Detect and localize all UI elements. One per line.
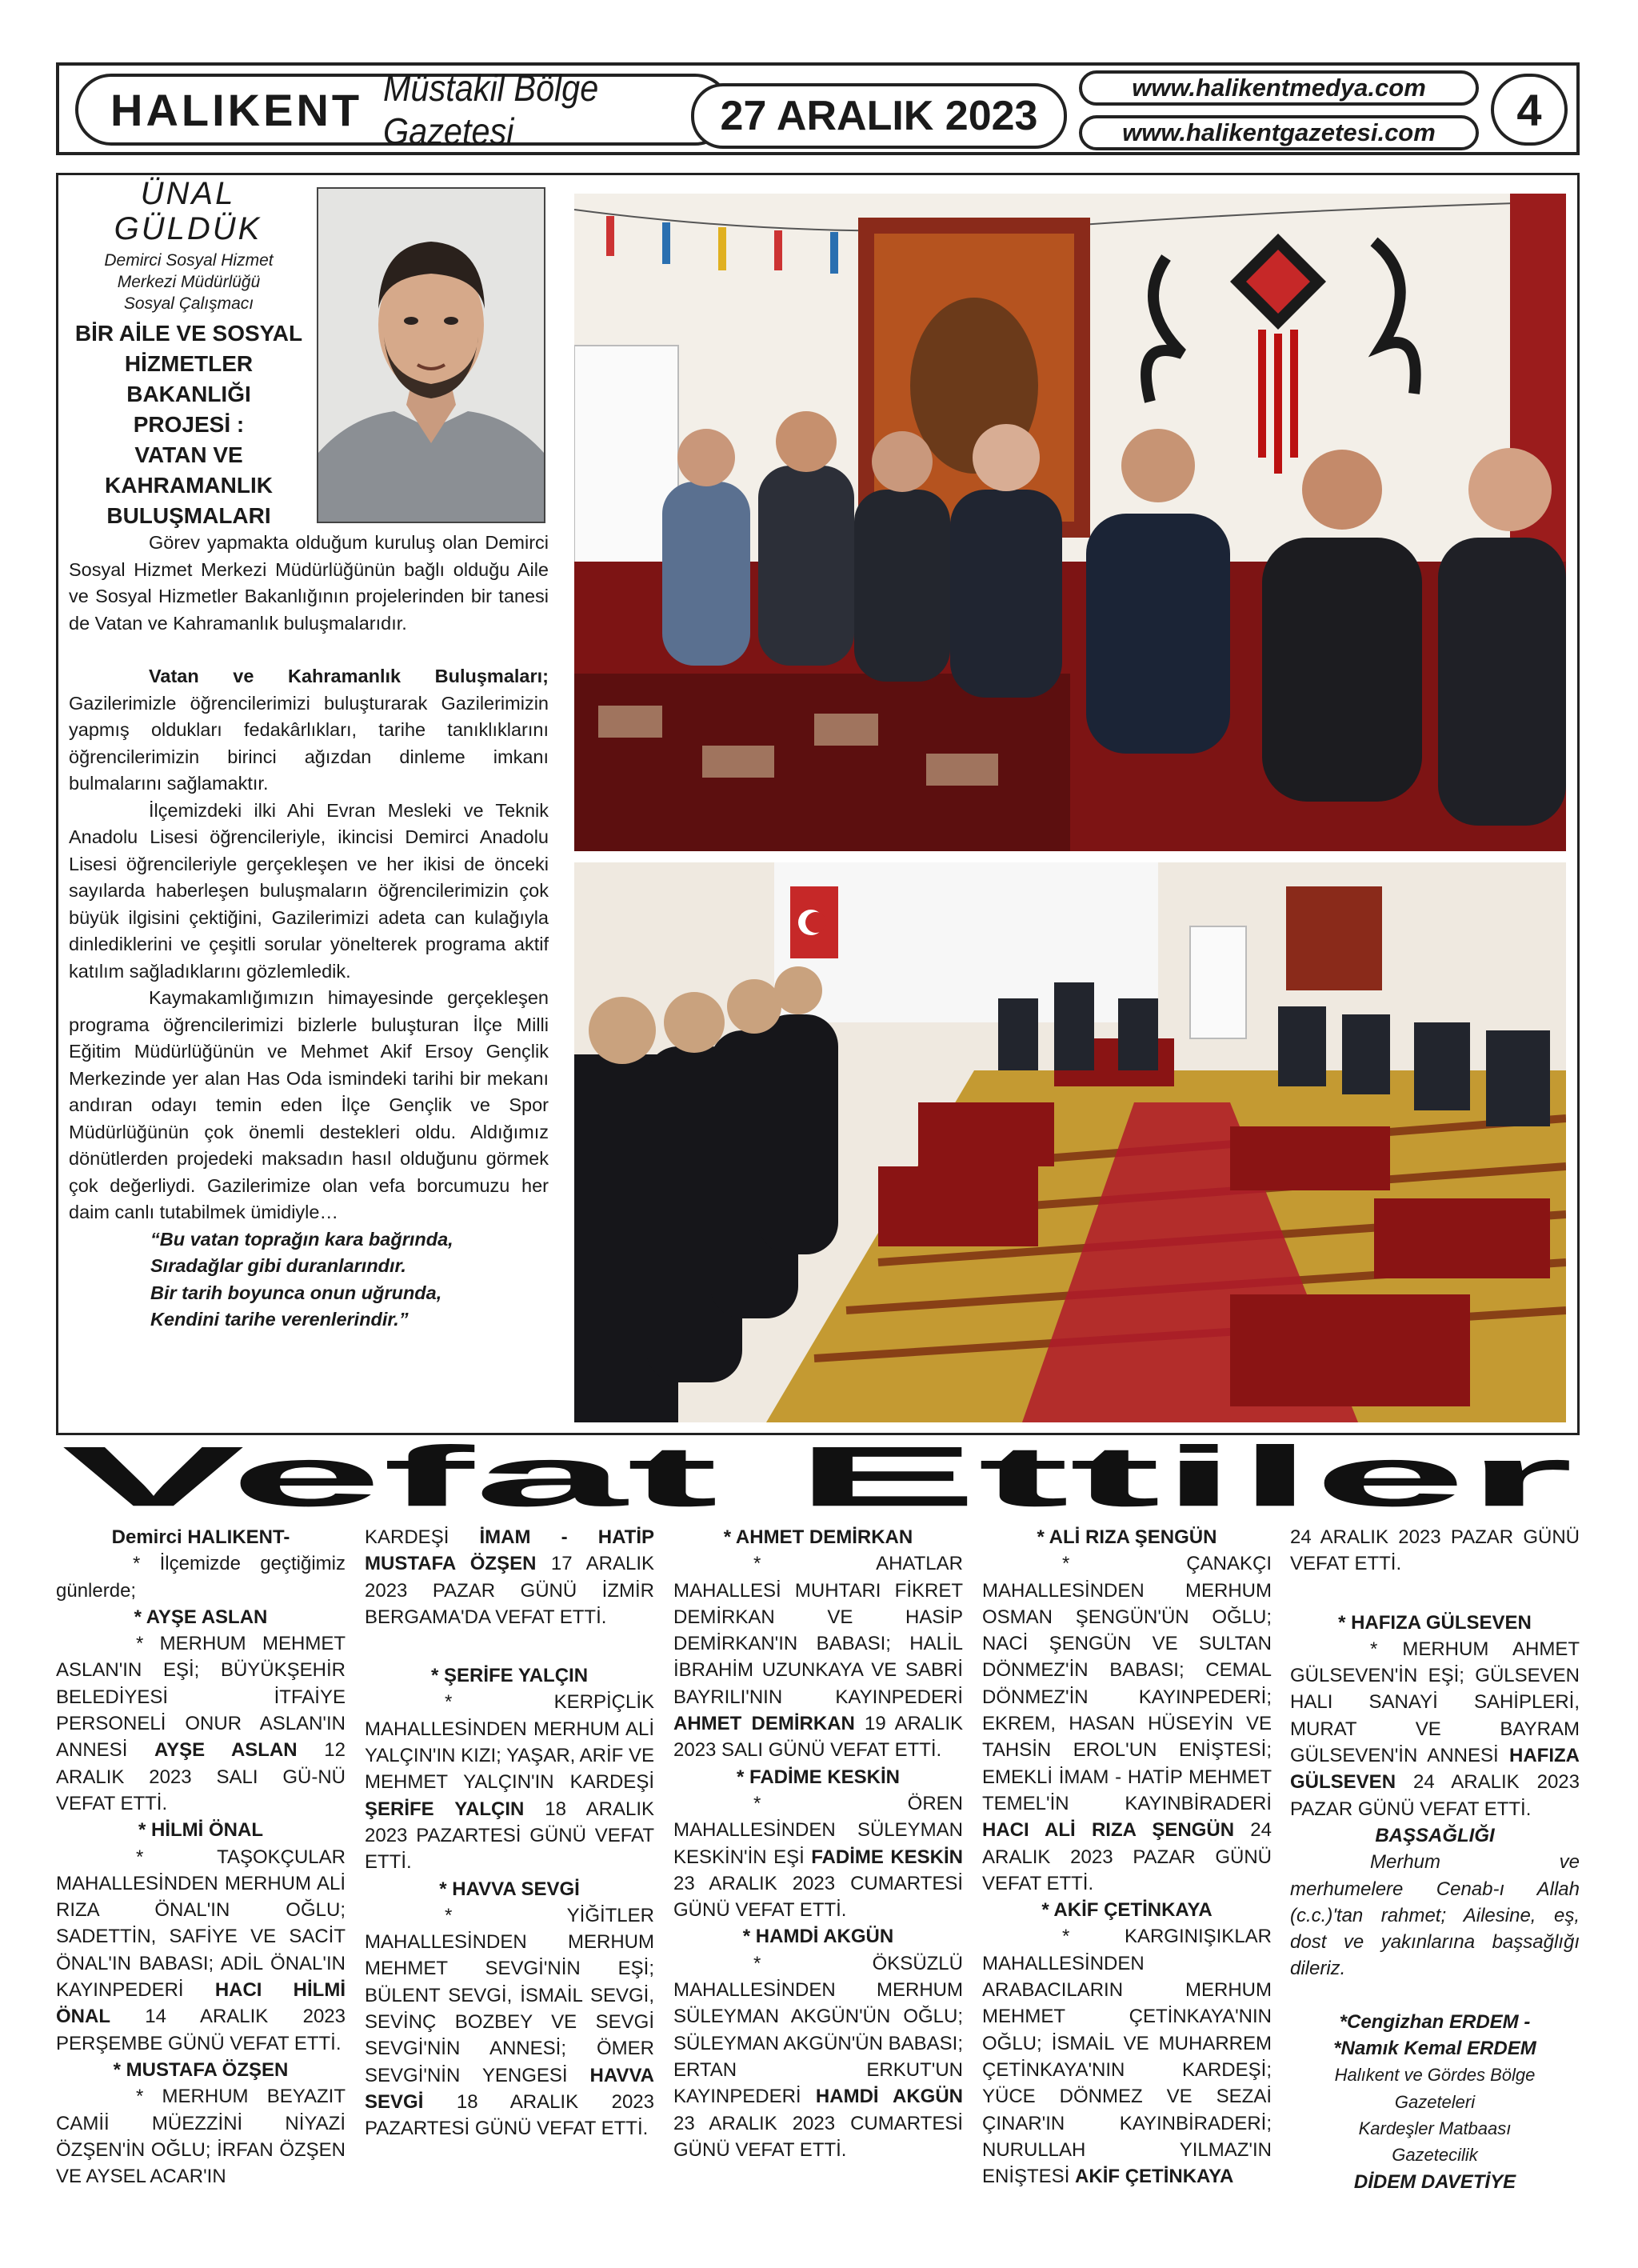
obituary-text xyxy=(982,1923,1272,2190)
article-body xyxy=(69,530,549,1334)
obituary-heading: * HİLMİ ÖNAL xyxy=(138,1819,263,1842)
obituary-text-part: 12 ARALIK 2023 SALI GÜ-NÜ VEFAT ETTİ. xyxy=(56,1739,346,1814)
obituary-text xyxy=(365,1689,654,1875)
signature-line: Gazeteleri xyxy=(1394,2091,1476,2112)
obituary-name: AKİF ÇETİNKAYA xyxy=(1075,2166,1234,2188)
obituary-text xyxy=(56,1630,346,1817)
author-photo xyxy=(317,187,545,523)
obituary-text-part: * AHATLAR MAHALLESİ MUHTARI FİKRET DEMİRKAN VE HASİP DEMİRKAN'IN BABASI; HALİL İBRAHİM UZUNKAYA VE SABRİ BAYRILI'NIN KAYINPEDERİ xyxy=(673,1553,963,1708)
signature-line: *Namık Kemal ERDEM xyxy=(1333,2038,1536,2060)
signature-line: Kardeşler Matbaası xyxy=(1358,2118,1512,2138)
event-photo-veterans xyxy=(574,194,1566,851)
author-role xyxy=(69,250,309,314)
poem-line: Sıradağlar gibi duranlarındır. xyxy=(150,1255,406,1276)
obituary-column-3 xyxy=(673,1524,963,2163)
author-role-line: Sosyal Çalışmacı xyxy=(123,294,254,313)
obituary-name: İMAM - HATİP MUSTAFA ÖZŞEN xyxy=(365,1526,655,1575)
newspaper-subtitle: Müstakil Bölge Gazetesi xyxy=(383,67,599,152)
article-title-line: KAHRAMANLIK xyxy=(105,473,273,498)
obituary-heading: * MUSTAFA ÖZŞEN xyxy=(113,2058,289,2081)
obituary-heading: * HAVVA SEVGİ xyxy=(439,1878,580,1900)
poem-line: Kendini tarihe verenlerindir.” xyxy=(150,1309,409,1330)
obituary-column-1 xyxy=(56,1524,346,2190)
veterans-seated-photo-icon xyxy=(574,194,1566,851)
article-title-line: VATAN VE xyxy=(134,442,243,467)
obituary-heading: * ŞERİFE YALÇIN xyxy=(430,1665,589,1687)
obituary-text-part: * MERHUM AHMET GÜLSEVEN'İN EŞİ; GÜLSEVEN HALI SANAYİ SAHİPLERİ, MURAT VE BAYRAM GÜLSEVEN'İN ANNESİ xyxy=(1290,1638,1580,1767)
obituary-text-part: 18 ARALIK 2023 PAZARTESİ GÜNÜ VEFAT ETTİ. xyxy=(365,1798,655,1874)
obituary-column-5 xyxy=(1290,1524,1580,2195)
author-name xyxy=(72,176,304,246)
issue-date: 27 ARALIK 2023 xyxy=(691,83,1067,149)
obituary-heading: * AHMET DEMİRKAN xyxy=(723,1526,913,1548)
newspaper-name: HALIKENT xyxy=(110,84,363,135)
obituary-text xyxy=(365,1524,654,1630)
article-paragraph xyxy=(69,663,549,798)
obituary-text-part: 14 ARALIK 2023 PERŞEMBE GÜNÜ VEFAT ETTİ. xyxy=(56,2006,346,2054)
obituary-text-part: * ÇANAKÇI MAHALLESİNDEN MERHUM OSMAN ŞENGÜN'ÜN OĞLU; NACİ ŞENGÜN VE SULTAN DÖNMEZ'İN BABASI; CEMAL DÖNMEZ'İN KAYINPEDERİ; EKREM, HASAN HÜSEYİN VE TAHSİN EROL'UN ENİŞTESİ; EMEKLİ İMAM - HATİP MEHMET TEMEL'İN KAYINBİRADERİ xyxy=(982,1553,1272,1814)
obituary-text-part: * MERHUM MEHMET ASLAN'IN EŞİ; BÜYÜKŞEHİR BELEDİYESİ İTFAİYE PERSONELİ ONUR ASLAN'IN ANNESİ xyxy=(56,1633,346,1762)
author-last-name: GÜLDÜK xyxy=(114,211,262,246)
obituary-name: HACI ALİ RIZA ŞENGÜN xyxy=(982,1819,1235,1842)
obituary-text-part: 18 ARALIK 2023 PAZARTESİ GÜNÜ VEFAT ETTİ. xyxy=(365,2090,654,2140)
obituary-text-part: 24 ARALIK 2023 PAZAR GÜNÜ VEFAT ETTİ. xyxy=(982,1819,1272,1894)
obituary-text-part: * KARGINIŞIKLAR MAHALLESİNDEN ARABACILARIN MERHUM MEHMET ÇETİNKAYA'NIN OĞLU; İSMAİL VE MUHARREM ÇETİNKAYA'NIN KARDEŞİ; YÜCE DÖNMEZ VE SEZAİ ÇINAR'IN KAYINBİRADERİ; NURULLAH YILMAZ'IN ENİŞTESİ xyxy=(982,1926,1272,2188)
article-title-line: HİZMETLER xyxy=(124,351,254,376)
obituary-text-part: * ÖKSÜZLÜ MAHALLESİNDEN MERHUM SÜLEYMAN AKGÜN'ÜN OĞLU; SÜLEYMAN AKGÜN'ÜN BABASI; ERTAN ERKUT'UN KAYINPEDERİ xyxy=(673,1952,964,2108)
article-paragraph: Kaymakamlığımızın himayesinde gerçekleşen programa öğrencilerimizi bizlerle buluşturan İlçe Milli Eğitim Müdürlüğünün ve Mehmet Akif Ersoy Gençlik Merkezinde yer alan Has Oda ismindeki tarihi bir mekanı andıran odayı temin eden İlçe Gençlik ve Spor Müdürlüğünün çok önemli destekleri oldu. Aldığımız dönütlerden projedeki maksadın hasıl olduğunu görmek çok değerliydi. Gazilerimize olan vefa borcumuzu her daim canlı tutabilmek ümidiyle… xyxy=(69,987,549,1222)
obituary-text-part: 17 ARALIK 2023 PAZAR GÜNÜ İZMİR BERGAMA'DA VEFAT ETTİ. xyxy=(365,1553,654,1628)
article-paragraph-text: Gazilerimizle öğrencilerimizi buluşturarak Gazilerimizin yapmış oldukları fedakârlıkları, tarihe tanıklıklarını öğrencilerimizin birinci ağızdan dinleme imkanı bulmalarını sağlamaktır. xyxy=(69,692,549,794)
article-title-line: PROJESİ : xyxy=(133,412,245,437)
obituary-text-part: 23 ARALIK 2023 CUMARTESİ GÜNÜ VEFAT ETTİ. xyxy=(673,1872,963,1922)
obituary-name: FADİME KESKİN xyxy=(811,1846,963,1868)
obituary-heading: * HAMDİ AKGÜN xyxy=(742,1926,894,1948)
article-title-line: BAKANLIĞI xyxy=(126,382,251,406)
event-photo-students xyxy=(574,862,1566,1422)
obituary-text-part: * ÖREN MAHALLESİNDEN SÜLEYMAN KESKİN'İN EŞİ xyxy=(673,1792,963,1868)
obituary-text-part: 19 ARALIK 2023 SALI GÜNÜ VEFAT ETTİ. xyxy=(673,1713,963,1762)
article-emphasis: Vatan ve Kahramanlık Buluşmaları; xyxy=(149,666,549,686)
obituary-name: AHMET DEMİRKAN xyxy=(673,1713,855,1735)
obituary-heading: * AYŞE ASLAN xyxy=(134,1606,268,1628)
article-paragraph: İlçemizdeki ilki Ahi Evran Mesleki ve Teknik Anadolu Lisesi öğrencileriyle, ikincisi Demirci Anadolu Lisesi öğrencileriyle gerçekleşen ve her ikisi de önceki sayılarda haberleşen buluşmaların öğrencilerimizin çok büyük ilgisini çektiğini, Gazilerimizi adeta can kulağıyla dinlediklerini ve çeşitli sorular yönelterek programa aktif katılım sağladıklarını gözlemledik. xyxy=(69,799,549,982)
poem-line: “Bu vatan toprağın kara bağrında, xyxy=(150,1228,453,1250)
obituary-text-part: 23 ARALIK 2023 CUMARTESİ GÜNÜ VEFAT ETTİ. xyxy=(673,2112,963,2161)
author-role-line: Merkezi Müdürlüğü xyxy=(117,273,261,291)
signature-line: Gazetecilik xyxy=(1392,2145,1478,2166)
obituary-heading: * HAFIZA GÜLSEVEN xyxy=(1338,1611,1532,1634)
author-first-name: ÜNAL xyxy=(140,176,236,211)
article-title-line: BULUŞMALARI xyxy=(106,503,271,528)
obituary-text xyxy=(673,1550,963,1763)
section-title: Vefat Ettiler xyxy=(61,1438,1574,1525)
obituary-name: AYŞE ASLAN xyxy=(154,1739,298,1762)
article-paragraph: Görev yapmakta olduğum kuruluş olan Demirci Sosyal Hizmet Merkezi Müdürlüğünün bağlı olduğu Aile ve Sosyal Hizmetler Bakanlığının projelerinden bir tanesi de Vatan ve Kahramanlık buluşmalarıdır. xyxy=(69,532,549,634)
obituary-text-part: KARDEŞİ xyxy=(365,1526,480,1548)
obituary-column-2 xyxy=(365,1524,654,2142)
obituary-text-part: 24 ARALIK 2023 PAZAR GÜNÜ VEFAT ETTİ. xyxy=(1290,1771,1580,1820)
condolence-title: BAŞSAĞLIĞI xyxy=(1375,1824,1495,1846)
obituary-column-4 xyxy=(982,1524,1272,2190)
condolence-text: Merhum ve merhumelere Cenab-ı Allah (c.c.)'tan rahmet; Ailesine, eş, dost ve yakınlarına başsağlığı dileriz. xyxy=(1290,1851,1580,1980)
obituary-text-part: * YİĞİTLER MAHALLESİNDEN MERHUM MEHMET SEVGİ'NİN EŞİ; BÜLENT SEVGİ, İSMAİL SEVGİ, SEVİNÇ BOZBEY VE SEVGİ SEVGİ'NİN ANNESİ; ÖMER SEVGİ'NİN YENGESİ xyxy=(365,1904,654,2086)
website-link-2[interactable]: www.halikentgazetesi.com xyxy=(1079,115,1479,150)
poem-line: Bir tarih boyunca onun uğrunda, xyxy=(150,1282,442,1303)
obituary-name: HAFIZA GÜLSEVEN xyxy=(1290,1745,1580,1794)
author-portrait-icon xyxy=(318,189,544,522)
obituary-name: HAVVA SEVGİ xyxy=(365,2064,654,2113)
signature-line: DİDEM DAVETİYE xyxy=(1353,2170,1516,2193)
obituary-text xyxy=(365,1902,654,2142)
students-room-photo-icon xyxy=(574,862,1566,1422)
obituary-text: * MERHUM BEYAZIT CAMİİ MÜEZZİNİ NİYAZİ ÖZŞEN'İN OĞLU; İRFAN ÖZŞEN VE AYSEL ACAR'IN xyxy=(56,2086,346,2188)
section-title-graphic xyxy=(56,1438,1580,1532)
obituary-heading: * AKİF ÇETİNKAYA xyxy=(1041,1899,1213,1922)
masthead-title-box xyxy=(75,67,731,152)
obituary-text-part: * KERPİÇLİK MAHALLESİNDEN MERHUM ALİ YALÇIN'IN KIZI; YAŞAR, ARİF VE MEHMET YALÇIN'IN KARDEŞİ xyxy=(365,1691,655,1794)
masthead xyxy=(56,62,1580,155)
obituary-text xyxy=(673,1950,963,2163)
obituary-name: ŞERİFE YALÇIN xyxy=(365,1798,525,1820)
obituary-name: HACI HİLMİ ÖNAL xyxy=(56,1979,346,2028)
section-title-box xyxy=(56,1438,1580,1532)
article-title xyxy=(69,318,309,531)
obituary-text xyxy=(982,1550,1272,1897)
signature-line: *Cengizhan ERDEM - xyxy=(1339,2010,1531,2033)
article-title-line: BİR AİLE VE SOSYAL xyxy=(74,321,303,346)
obituary-lead: Demirci HALIKENT- xyxy=(111,1526,290,1548)
obituary-text: 24 ARALIK 2023 PAZAR GÜNÜ VEFAT ETTİ. xyxy=(1290,1526,1580,1575)
signature-line: Halıkent ve Gördes Bölge xyxy=(1334,2065,1536,2086)
obituary-columns xyxy=(56,1524,1580,2212)
obituary-text-part: * TAŞOKÇULAR MAHALLESİNDEN MERHUM ALİ RIZA ÖNAL'IN OĞLU; SADETTİN, SAFİYE VE SACİT ÖNAL'IN BABASI; ADİL ÖNAL'IN KAYINPEDERİ xyxy=(56,1846,346,2002)
obituary-heading: * FADİME KESKİN xyxy=(736,1766,901,1788)
obituary-name: HAMDİ AKGÜN xyxy=(815,2086,963,2108)
obituary-text xyxy=(56,1844,346,2057)
website-link-1[interactable]: www.halikentmedya.com xyxy=(1079,70,1479,106)
obituary-text xyxy=(673,1790,963,1923)
page-number: 4 xyxy=(1491,74,1568,146)
obituary-text xyxy=(1290,1636,1580,1822)
obituary-heading: * ALİ RIZA ŞENGÜN xyxy=(1037,1526,1217,1548)
author-role-line: Demirci Sosyal Hizmet xyxy=(104,251,274,270)
obituary-intro: * İlçemizde geçtiğimiz günlerde; xyxy=(56,1553,346,1602)
